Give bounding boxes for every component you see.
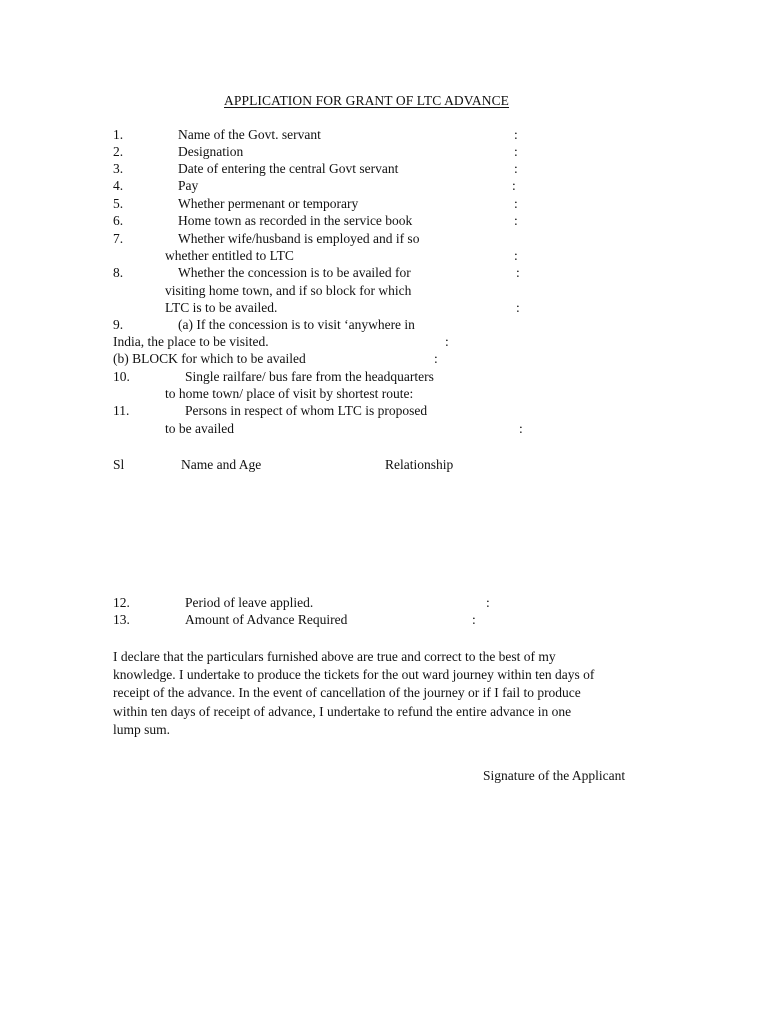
item-number: 3. [113,161,124,176]
colon: : [434,351,438,366]
item-number: 4. [113,178,124,193]
item-number: 1. [113,127,124,142]
item-label: Whether the concession is to be availed for [178,265,411,280]
table-header-sl: Sl [113,457,125,472]
item-label: Home town as recorded in the service book [178,213,413,228]
item-number: 5. [113,196,124,211]
colon: : [472,612,476,627]
item-label-cont: visiting home town, and if so block for which [165,283,412,298]
item-label-cont: India, the place to be visited. [113,334,269,349]
item-label: Persons in respect of whom LTC is proposed [185,403,428,418]
item-number: 2. [113,144,124,159]
item-number: 7. [113,231,124,246]
item-label: Period of leave applied. [185,595,314,610]
item-sub-label: (b) BLOCK for which to be availed [113,351,306,366]
table-header-name-age: Name and Age [181,457,262,472]
item-label: Name of the Govt. servant [178,127,321,142]
item-number: 8. [113,265,124,280]
colon: : [514,248,518,263]
item-label: Designation [178,144,244,159]
item-label: Whether permenant or temporary [178,196,359,211]
item-label-cont: LTC is to be availed. [165,300,278,315]
item-label: Pay [178,178,199,193]
colon: : [514,144,518,159]
table-header-relationship: Relationship [385,457,454,472]
item-number: 13. [113,612,130,627]
item-label: Date of entering the central Govt servant [178,161,399,176]
colon: : [445,334,449,349]
item-label-cont: to home town/ place of visit by shortest route: [165,386,414,401]
colon: : [514,196,518,211]
item-label: Single railfare/ bus fare from the headquarters [185,369,434,384]
item-number: 10. [113,369,130,384]
item-number: 9. [113,317,124,332]
colon: : [516,300,520,315]
colon: : [516,265,520,280]
item-number: 11. [113,403,130,418]
colon: : [486,595,490,610]
colon: : [512,178,516,193]
colon: : [514,213,518,228]
declaration-paragraph: I declare that the particulars furnished above are true and correct to the best of my knowledge. I undertake to produce the tickets for the out ward journey within ten days of receipt of the advance. In the event of cancellation of the journey or if I fail to produce within ten days of receipt of advance, I undertake to refund the entire advance in one lump sum. [113,649,595,737]
item-label: Amount of Advance Required [185,612,348,627]
colon: : [514,127,518,142]
item-label-cont: whether entitled to LTC [165,248,294,263]
item-label: Whether wife/husband is employed and if so [178,231,420,246]
signature-label: Signature of the Applicant [483,768,626,783]
item-number: 6. [113,213,124,228]
page-title: APPLICATION FOR GRANT OF LTC ADVANCE [224,93,510,108]
item-label-cont: to be availed [165,421,234,436]
item-label: (a) If the concession is to visit ‘anywhere in [178,317,415,332]
item-number: 12. [113,595,130,610]
colon: : [514,161,518,176]
colon: : [519,421,523,436]
